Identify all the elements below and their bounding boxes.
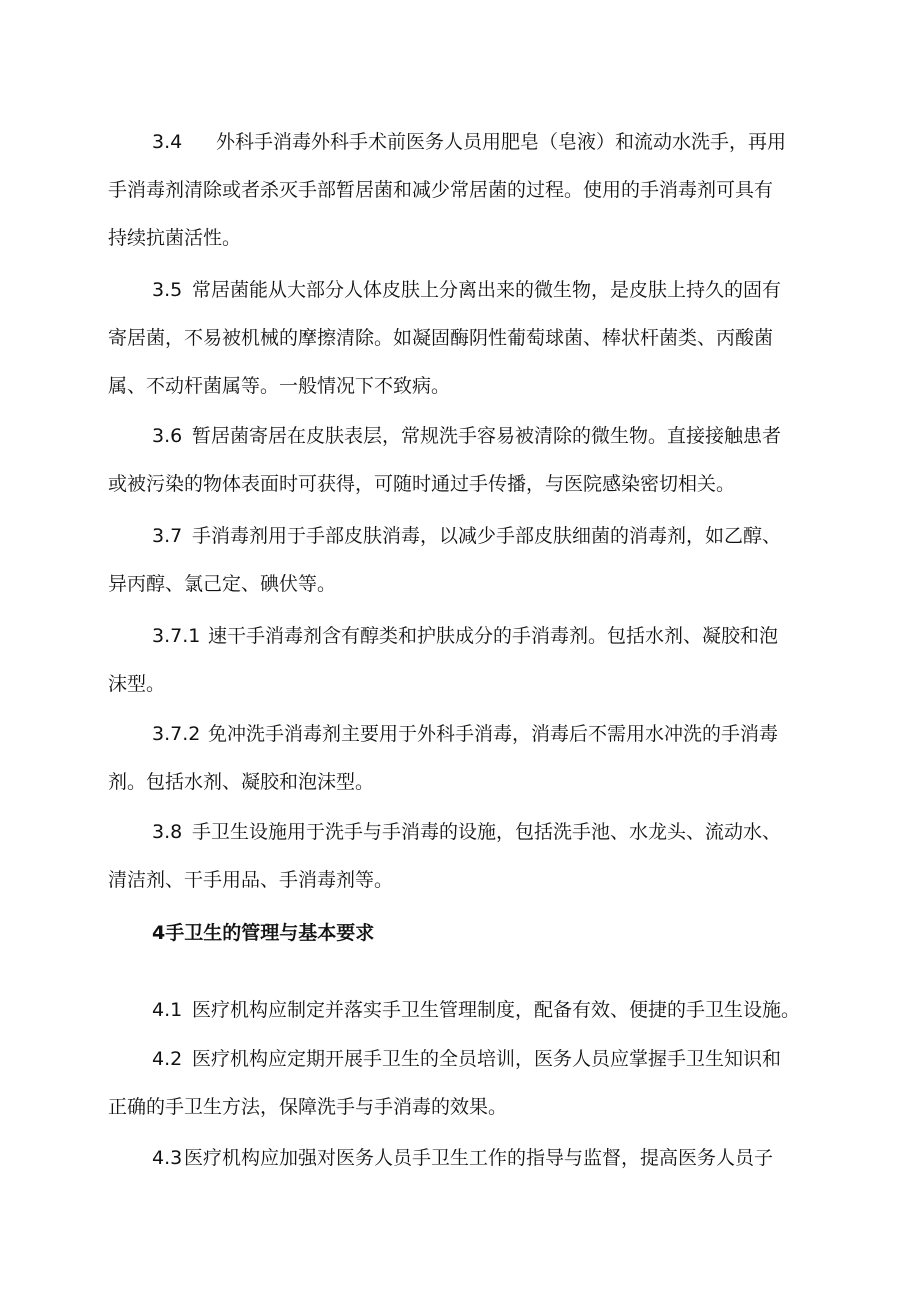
paragraph-3-7-1 (108, 612, 814, 708)
heading-text: 4手卫生的管理与基本要求 (152, 922, 375, 944)
paragraph-line: 清洁剂、干手用品、手消毒剂等。 (108, 869, 394, 891)
paragraph-line: 持续抗菌活性。 (108, 227, 242, 249)
paragraph-3-4 (108, 118, 814, 262)
paragraph-line: 异丙醇、氯己定、碘伏等。 (108, 573, 337, 595)
section-number: 3.7.1 (152, 625, 201, 647)
paragraph-line: 常居菌能从大部分人体皮肤上分离出来的微生物，是皮肤上持久的固有 (192, 279, 782, 301)
paragraph-line: 正确的手卫生方法，保障洗手与手消毒的效果。 (108, 1096, 508, 1118)
paragraph-4-2 (108, 1035, 814, 1131)
paragraph-3-7 (108, 512, 814, 608)
section-number: 3.5 (152, 279, 183, 301)
paragraph-4-3 (108, 1134, 814, 1182)
paragraph-line: 或被污染的物体表面时可获得，可随时通过手传播，与医院感染密切相关。 (108, 473, 736, 495)
paragraph-line: 沫型。 (108, 673, 166, 695)
section-number: 4.1 (152, 999, 183, 1021)
section-number: 4.3 (152, 1147, 183, 1169)
section-number: 3.7.2 (152, 723, 201, 745)
paragraph-line: 暂居菌寄居在皮肤表层，常规洗手容易被清除的微生物。直接接触患者 (192, 425, 782, 447)
paragraph-3-7-2 (108, 710, 814, 806)
section-number: 4.2 (152, 1048, 183, 1070)
section-number: 3.6 (152, 425, 183, 447)
paragraph-line: 医疗机构应定期开展手卫生的全员培训，医务人员应掌握手卫生知识和 (192, 1048, 782, 1070)
paragraph-line: 医疗机构应加强对医务人员手卫生工作的指导与监督，提高医务人员子 (184, 1147, 774, 1169)
paragraph-line: 属、不动杆菌属等。一般情况下不致病。 (108, 375, 451, 397)
paragraph-3-6 (108, 412, 814, 508)
section-heading-4 (108, 909, 814, 957)
paragraph-line: 手消毒剂用于手部皮肤消毒，以减少手部皮肤细菌的消毒剂，如乙醇、 (192, 525, 782, 547)
section-number: 3.8 (152, 821, 183, 843)
paragraph-line: 寄居菌，不易被机械的摩擦清除。如凝固酶阴性葡萄球菌、棒状杆菌类、丙酸菌 (108, 327, 774, 349)
section-number: 3.4 (152, 131, 183, 153)
section-number: 3.7 (152, 525, 183, 547)
paragraph-line: 速干手消毒剂含有醇类和护肤成分的手消毒剂。包括水剂、凝胶和泡 (208, 625, 779, 647)
paragraph-line: 手卫生设施用于洗手与手消毒的设施，包括洗手池、水龙头、流动水、 (192, 821, 782, 843)
paragraph-line: 手消毒剂清除或者杀灭手部暂居菌和减少常居菌的过程。使用的手消毒剂可具有 (108, 179, 774, 201)
paragraph-3-8 (108, 808, 814, 904)
paragraph-line: 免冲洗手消毒剂主要用于外科手消毒，消毒后不需用水冲洗的手消毒 (208, 723, 779, 745)
paragraph-line: 医疗机构应制定并落实手卫生管理制度，配备有效、便捷的手卫生设施。 (192, 999, 801, 1021)
paragraph-line: 剂。包括水剂、凝胶和泡沫型。 (108, 771, 375, 793)
paragraph-3-5 (108, 266, 814, 410)
paragraph-4-1 (108, 986, 814, 1034)
paragraph-line: 外科手消毒外科手术前医务人员用肥皂（皂液）和流动水洗手，再用 (216, 131, 787, 153)
